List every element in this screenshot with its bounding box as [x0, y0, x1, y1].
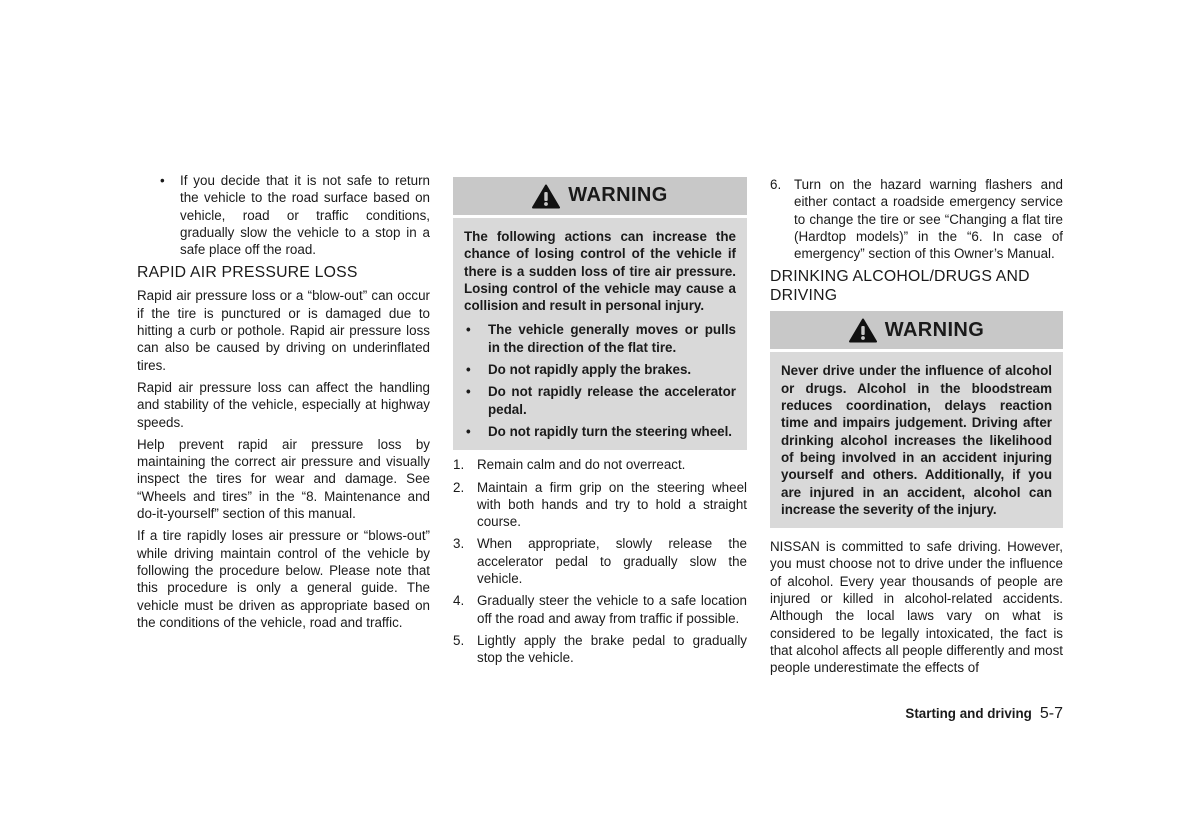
- column-left: [137, 172, 430, 636]
- column-right: [770, 176, 1063, 682]
- list-item: [137, 172, 430, 258]
- warning-title: WARNING: [568, 184, 668, 207]
- column-middle: [453, 172, 747, 672]
- warning-triangle-icon: [532, 184, 560, 209]
- paragraph: Rapid air pressure loss can affect the handling and stability of the vehicle, especially at highway speeds.: [137, 379, 430, 430]
- warning-box-tire: [453, 177, 747, 450]
- warning-header: [453, 177, 747, 215]
- step-text: When appropriate, slowly release the accelerator pedal to gradually slow the vehicle.: [477, 536, 747, 587]
- paragraph: NISSAN is committed to safe driving. However, you must choose not to drive under the influence of alcohol. Every year thousands of people are injured or killed in alcohol-related accidents. Although the local laws vary on what is considered to be legally intoxicated, the fact is that alcohol affects all people differently and most people underestimate the effects of: [770, 539, 1063, 676]
- footer-section-title: Starting and driving: [905, 706, 1032, 721]
- bullet-symbol: •: [466, 322, 471, 338]
- section-heading-drinking-alcohol: DRINKING ALCOHOL/DRUGS AND DRIVING: [770, 268, 1030, 305]
- warning-intro: The following actions can increase the chance of losing control of the vehicle if there is a sudden loss of tire air pressure. Losing control of the vehicle may cause a collision and result in personal injury.: [464, 229, 736, 314]
- bullet-text: If you decide that it is not safe to return the vehicle to the road surface based on vehicle, road or traffic conditions, gradually slow the vehicle to a stop in a safe place off the road.: [180, 173, 430, 258]
- step-number: 1.: [453, 457, 465, 473]
- warning-box-alcohol: [770, 311, 1063, 528]
- warning-title: WARNING: [884, 318, 985, 341]
- warning-body: [770, 352, 1063, 528]
- page-footer: [860, 705, 1063, 723]
- step-text: Lightly apply the brake pedal to gradually stop the vehicle.: [477, 632, 747, 666]
- warning-text: Never drive under the influence of alcohol or drugs. Alcohol in the bloodstream reduces coordination, delays reaction time and impairs judgement. Driving after drinking alcohol increases the likelihood of being involved in an accident injuring yourself and others. Additionally, if you are injured in an accident, alcohol can increase the severity of the injury.: [781, 363, 1052, 517]
- step-item: [453, 632, 747, 667]
- warning-bullet: [464, 361, 736, 378]
- bullet-symbol: •: [466, 362, 471, 378]
- warning-bullet-text: Do not rapidly turn the steering wheel.: [488, 423, 733, 439]
- step-number: 4.: [453, 593, 465, 609]
- paragraph: Rapid air pressure loss or a “blow-out” can occur if the tire is punctured or is damaged due to hitting a curb or pothole. Rapid air pressure loss can also be caused by driving on underinflated tires.: [137, 288, 430, 373]
- warning-bullet-text: The vehicle generally moves or pulls in the direction of the flat tire.: [488, 322, 736, 355]
- warning-bullet-text: Do not rapidly apply the brakes.: [488, 362, 692, 378]
- step-number: 6.: [770, 177, 782, 192]
- paragraph: If a tire rapidly loses air pressure or “blows-out” while driving maintain control of the vehicle by following the procedure below. Please note that this procedure is only a general guide. The vehicle must be driven as appropriate based on the conditions of the vehicle, road and traffic.: [137, 528, 430, 630]
- step-text: Remain calm and do not overreact.: [477, 457, 686, 473]
- step-item: [453, 479, 747, 531]
- section-heading-rapid-air-pressure-loss: RAPID AIR PRESSURE LOSS: [137, 264, 358, 282]
- step-item: [453, 456, 747, 473]
- paragraph: Help prevent rapid air pressure loss by maintaining the correct air pressure and visually inspect the tires for wear and damage. See “Wheels and tires” in the “8. Maintenance and do-it-yourself” section of this manual.: [137, 436, 430, 522]
- warning-bullet: [464, 383, 736, 418]
- step-item: [453, 535, 747, 587]
- step-item: [453, 592, 747, 627]
- step-text: Gradually steer the vehicle to a safe location off the road and away from traffic if possible.: [477, 593, 747, 626]
- warning-bullet: [464, 321, 736, 356]
- warning-triangle-icon: [849, 318, 877, 343]
- page-number: 5-7: [1039, 705, 1063, 722]
- warning-bullet-text: Do not rapidly release the accelerator pedal.: [488, 384, 736, 417]
- bullet-symbol: •: [466, 423, 471, 439]
- step-number: 5.: [453, 632, 465, 648]
- step-text: Maintain a firm grip on the steering wheel with both hands and try to hold a straight course.: [477, 479, 747, 530]
- bullet-symbol: •: [160, 173, 165, 188]
- bullet-symbol: •: [466, 384, 471, 400]
- step-text: Turn on the hazard warning flashers and either contact a roadside emergency service to change the tire or see “Changing a flat tire (Hardtop models)” in the “6. In case of emergency” section of this Owner’s Manual.: [794, 177, 1063, 262]
- warning-header: [770, 311, 1063, 349]
- step-number: 2.: [453, 479, 465, 495]
- warning-bullet: [464, 423, 736, 440]
- step-number: 3.: [453, 536, 465, 552]
- step-item: [770, 176, 1063, 262]
- warning-body: [453, 218, 747, 450]
